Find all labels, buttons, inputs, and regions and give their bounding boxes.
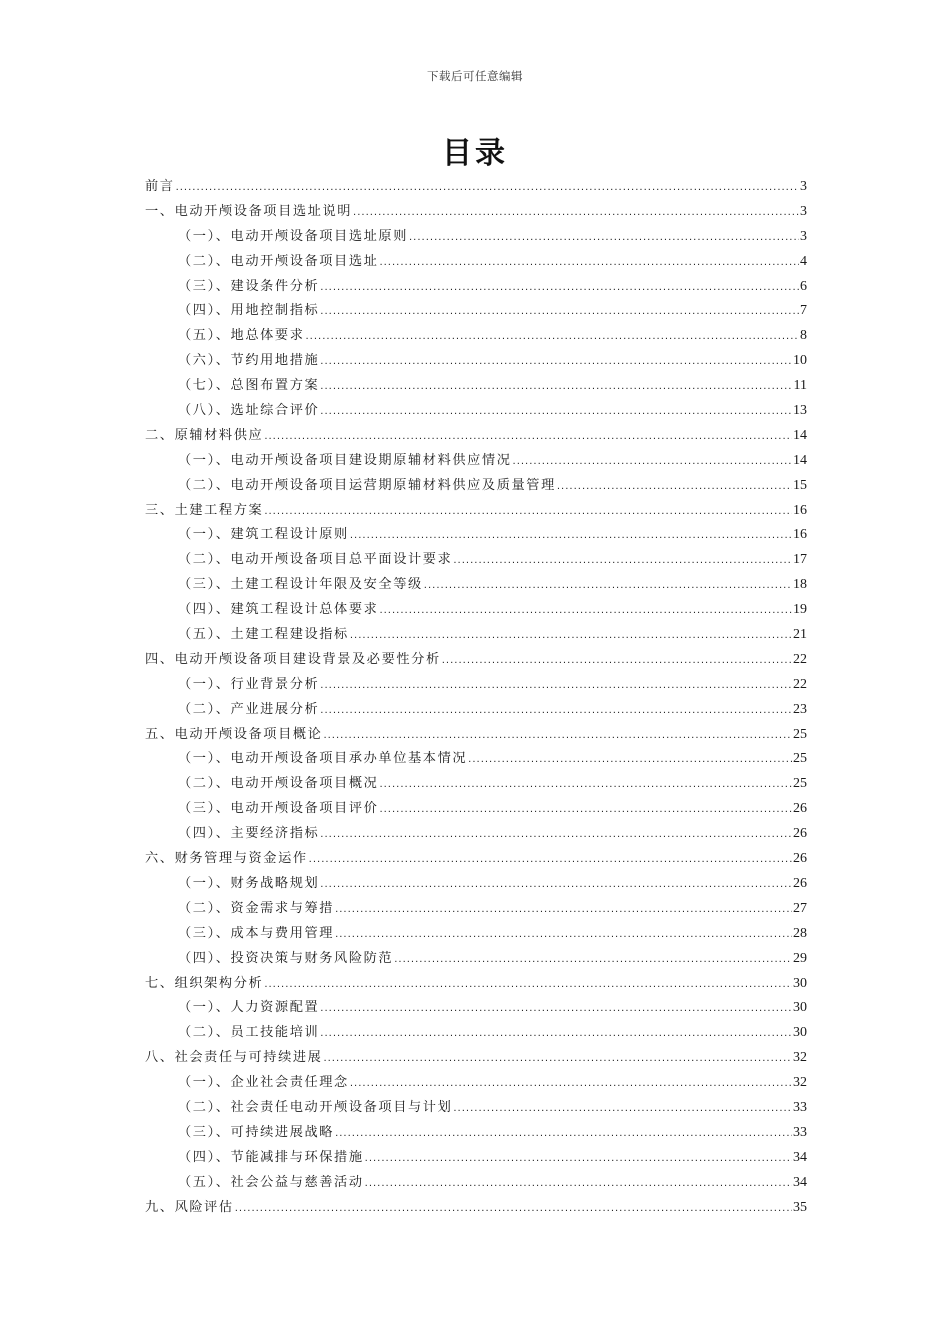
toc-dot-leader [320,1021,792,1047]
toc-entry-label: （二）、电动开颅设备项目概况 [178,776,379,792]
toc-entry[interactable] [145,548,807,573]
toc-page-number: 17 [793,552,807,568]
toc-dot-leader [176,175,799,201]
toc-entry[interactable] [145,972,807,997]
toc-entry[interactable] [145,922,807,947]
toc-dot-leader [335,922,792,948]
toc-page-number: 15 [793,477,807,493]
toc-dot-leader [235,1196,792,1222]
toc-dot-leader [264,499,792,525]
toc-page-number: 27 [793,900,807,916]
toc-page-number: 18 [793,577,807,593]
toc-entry-label: 九、风险评估 [145,1199,234,1215]
toc-entry[interactable] [145,523,807,548]
toc-page-number: 28 [793,925,807,941]
toc-entry[interactable] [145,822,807,847]
toc-page-number: 26 [793,801,807,817]
toc-entry-label: （三）、电动开颅设备项目评价 [178,801,379,817]
toc-dot-leader [320,374,792,400]
toc-entry-label: （二）、产业进展分析 [178,701,320,717]
toc-entry-label: （三）、建设条件分析 [178,278,320,294]
toc-entry[interactable] [145,175,807,200]
toc-dot-leader [353,200,799,226]
toc-page-number: 21 [793,627,807,643]
toc-page-number: 25 [793,726,807,742]
toc-page-number: 35 [793,1199,807,1215]
toc-entry-label: （三）、土建工程设计年限及安全等级 [178,577,423,593]
toc-entry[interactable] [145,723,807,748]
toc-entry[interactable] [145,1046,807,1071]
toc-dot-leader [394,947,792,973]
toc-page-number: 29 [793,950,807,966]
toc-entry-label: （二）、电动开颅设备项目运营期原辅材料供应及质量管理 [178,477,556,493]
toc-entry[interactable] [145,623,807,648]
toc-entry-label: 八、社会责任与可持续进展 [145,1050,323,1066]
toc-page-number: 11 [793,378,807,394]
toc-dot-leader [424,573,792,599]
toc-entry[interactable] [145,598,807,623]
toc-entry[interactable] [145,747,807,772]
toc-entry[interactable] [145,772,807,797]
page-title: 目录 [442,136,508,171]
toc-entry[interactable] [145,648,807,673]
toc-entry-label: （二）、电动开颅设备项目总平面设计要求 [178,552,453,568]
toc-entry[interactable] [145,225,807,250]
toc-dot-leader [320,399,792,425]
toc-entry[interactable] [145,1146,807,1171]
toc-dot-leader [320,673,792,699]
toc-entry[interactable] [145,1171,807,1196]
toc-entry[interactable] [145,324,807,349]
toc-page-number: 4 [800,253,807,269]
toc-dot-leader [309,847,792,873]
toc-dot-leader [264,972,792,998]
toc-entry[interactable] [145,200,807,225]
toc-entry-label: 六、财务管理与资金运作 [145,851,308,867]
toc-page-number: 3 [800,179,807,194]
toc-entry-label: （五）、社会公益与慈善活动 [178,1174,364,1190]
toc-page-number: 22 [793,651,807,667]
toc-entry-label: 前言 [145,179,175,194]
toc-page-number: 32 [793,1075,807,1091]
toc-dot-leader [264,424,792,450]
toc-entry-label: （四）、主要经济指标 [178,826,320,842]
toc-entry-label: （五）、土建工程建设指标 [178,627,349,643]
toc-entry-label: （二）、社会责任电动开颅设备项目与计划 [178,1099,453,1115]
toc-entry-label: （八）、选址综合评价 [178,403,320,419]
toc-dot-leader [320,275,799,301]
toc-page-number: 16 [793,527,807,543]
toc-dot-leader [323,723,792,749]
toc-entry-label: （二）、员工技能培训 [178,1025,320,1041]
toc-page-number: 34 [793,1149,807,1165]
toc-page-number: 22 [793,676,807,692]
toc-dot-leader [442,648,792,674]
toc-entry-label: （一）、电动开颅设备项目选址原则 [178,228,408,244]
toc-dot-leader [320,996,792,1022]
toc-dot-leader [320,872,792,898]
toc-entry[interactable] [145,673,807,698]
toc-entry-label: （二）、电动开颅设备项目选址 [178,253,379,269]
toc-dot-leader [453,1096,792,1122]
toc-dot-leader [320,698,792,724]
toc-page-number: 30 [793,1000,807,1016]
toc-entry-label: （五）、地总体要求 [178,328,305,344]
toc-page-number: 13 [793,403,807,419]
toc-entry[interactable] [145,847,807,872]
toc-entry[interactable] [145,499,807,524]
toc-entry-label: （一）、人力资源配置 [178,1000,320,1016]
toc-entry[interactable] [145,872,807,897]
toc-dot-leader [379,797,792,823]
toc-entry-label: 一、电动开颅设备项目选址说明 [145,203,353,219]
toc-entry[interactable] [145,474,807,499]
toc-entry[interactable] [145,1071,807,1096]
toc-entry[interactable] [145,374,807,399]
toc-entry[interactable] [145,299,807,324]
toc-entry[interactable] [145,1121,807,1146]
header-note: 下载后可任意编辑 [427,69,523,83]
toc-entry[interactable] [145,947,807,972]
toc-entry-label: （二）、资金需求与筹措 [178,900,335,916]
toc-page-number: 33 [793,1099,807,1115]
toc-entry-label: （六）、节约用地措施 [178,353,320,369]
toc-page-number: 19 [793,602,807,618]
toc-dot-leader [379,598,792,624]
toc-page-number: 34 [793,1174,807,1190]
toc-page-number: 25 [793,776,807,792]
toc-entry-label: （一）、财务战略规划 [178,875,320,891]
table-of-contents [145,175,807,1220]
toc-page-number: 6 [800,278,807,294]
toc-entry-label: （一）、电动开颅设备项目承办单位基本情况 [178,751,468,767]
toc-page-number: 25 [793,751,807,767]
toc-entry-label: （一）、行业背景分析 [178,676,320,692]
toc-entry-label: （七）、总图布置方案 [178,378,320,394]
toc-dot-leader [453,548,792,574]
toc-entry[interactable] [145,897,807,922]
toc-entry-label: 七、组织架构分析 [145,975,264,991]
toc-entry-label: 二、原辅材料供应 [145,427,264,443]
toc-entry-label: （一）、建筑工程设计原则 [178,527,349,543]
toc-entry-label: 三、土建工程方案 [145,502,264,518]
toc-page-number: 8 [800,328,807,344]
toc-entry-label: （四）、投资决策与财务风险防范 [178,950,394,966]
toc-dot-leader [350,1071,792,1097]
toc-entry[interactable] [145,1021,807,1046]
toc-page-number: 7 [800,303,807,319]
toc-dot-leader [320,299,799,325]
toc-page-number: 26 [793,851,807,867]
toc-entry-label: （三）、可持续进展战略 [178,1124,335,1140]
toc-dot-leader [320,822,792,848]
toc-entry[interactable] [145,996,807,1021]
toc-page-number: 30 [793,975,807,991]
toc-page-number: 3 [800,203,807,219]
toc-dot-leader [365,1146,792,1172]
toc-entry[interactable] [145,399,807,424]
toc-dot-leader [409,225,799,251]
toc-entry[interactable] [145,250,807,275]
toc-page-number: 30 [793,1025,807,1041]
toc-entry[interactable] [145,275,807,300]
toc-dot-leader [468,747,792,773]
toc-dot-leader [306,324,800,350]
toc-entry-label: 五、电动开颅设备项目概论 [145,726,323,742]
toc-dot-leader [557,474,792,500]
toc-entry-label: （三）、成本与费用管理 [178,925,335,941]
toc-entry[interactable] [145,424,807,449]
toc-page-number: 16 [793,502,807,518]
toc-dot-leader [379,250,799,276]
toc-entry[interactable] [145,1196,807,1221]
toc-dot-leader [350,523,792,549]
toc-entry[interactable] [145,573,807,598]
toc-entry[interactable] [145,1096,807,1121]
toc-dot-leader [379,772,792,798]
toc-entry[interactable] [145,449,807,474]
toc-page-number: 3 [800,228,807,244]
toc-dot-leader [350,623,792,649]
toc-dot-leader [335,1121,792,1147]
toc-entry-label: （一）、企业社会责任理念 [178,1075,349,1091]
toc-entry-label: （四）、节能减排与环保措施 [178,1149,364,1165]
toc-entry-label: 四、电动开颅设备项目建设背景及必要性分析 [145,651,441,667]
toc-entry-label: （四）、建筑工程设计总体要求 [178,602,379,618]
toc-page-number: 10 [793,353,807,369]
toc-dot-leader [335,897,792,923]
toc-dot-leader [513,449,792,475]
toc-entry[interactable] [145,797,807,822]
toc-dot-leader [323,1046,792,1072]
toc-page-number: 32 [793,1050,807,1066]
toc-entry-label: （一）、电动开颅设备项目建设期原辅材料供应情况 [178,452,512,468]
toc-entry[interactable] [145,349,807,374]
toc-page-number: 26 [793,826,807,842]
toc-page-number: 14 [793,452,807,468]
toc-page-number: 26 [793,875,807,891]
toc-dot-leader [365,1171,792,1197]
toc-page-number: 33 [793,1124,807,1140]
toc-dot-leader [320,349,792,375]
toc-entry-label: （四）、用地控制指标 [178,303,320,319]
toc-page-number: 23 [793,701,807,717]
toc-page-number: 14 [793,427,807,443]
toc-entry[interactable] [145,698,807,723]
